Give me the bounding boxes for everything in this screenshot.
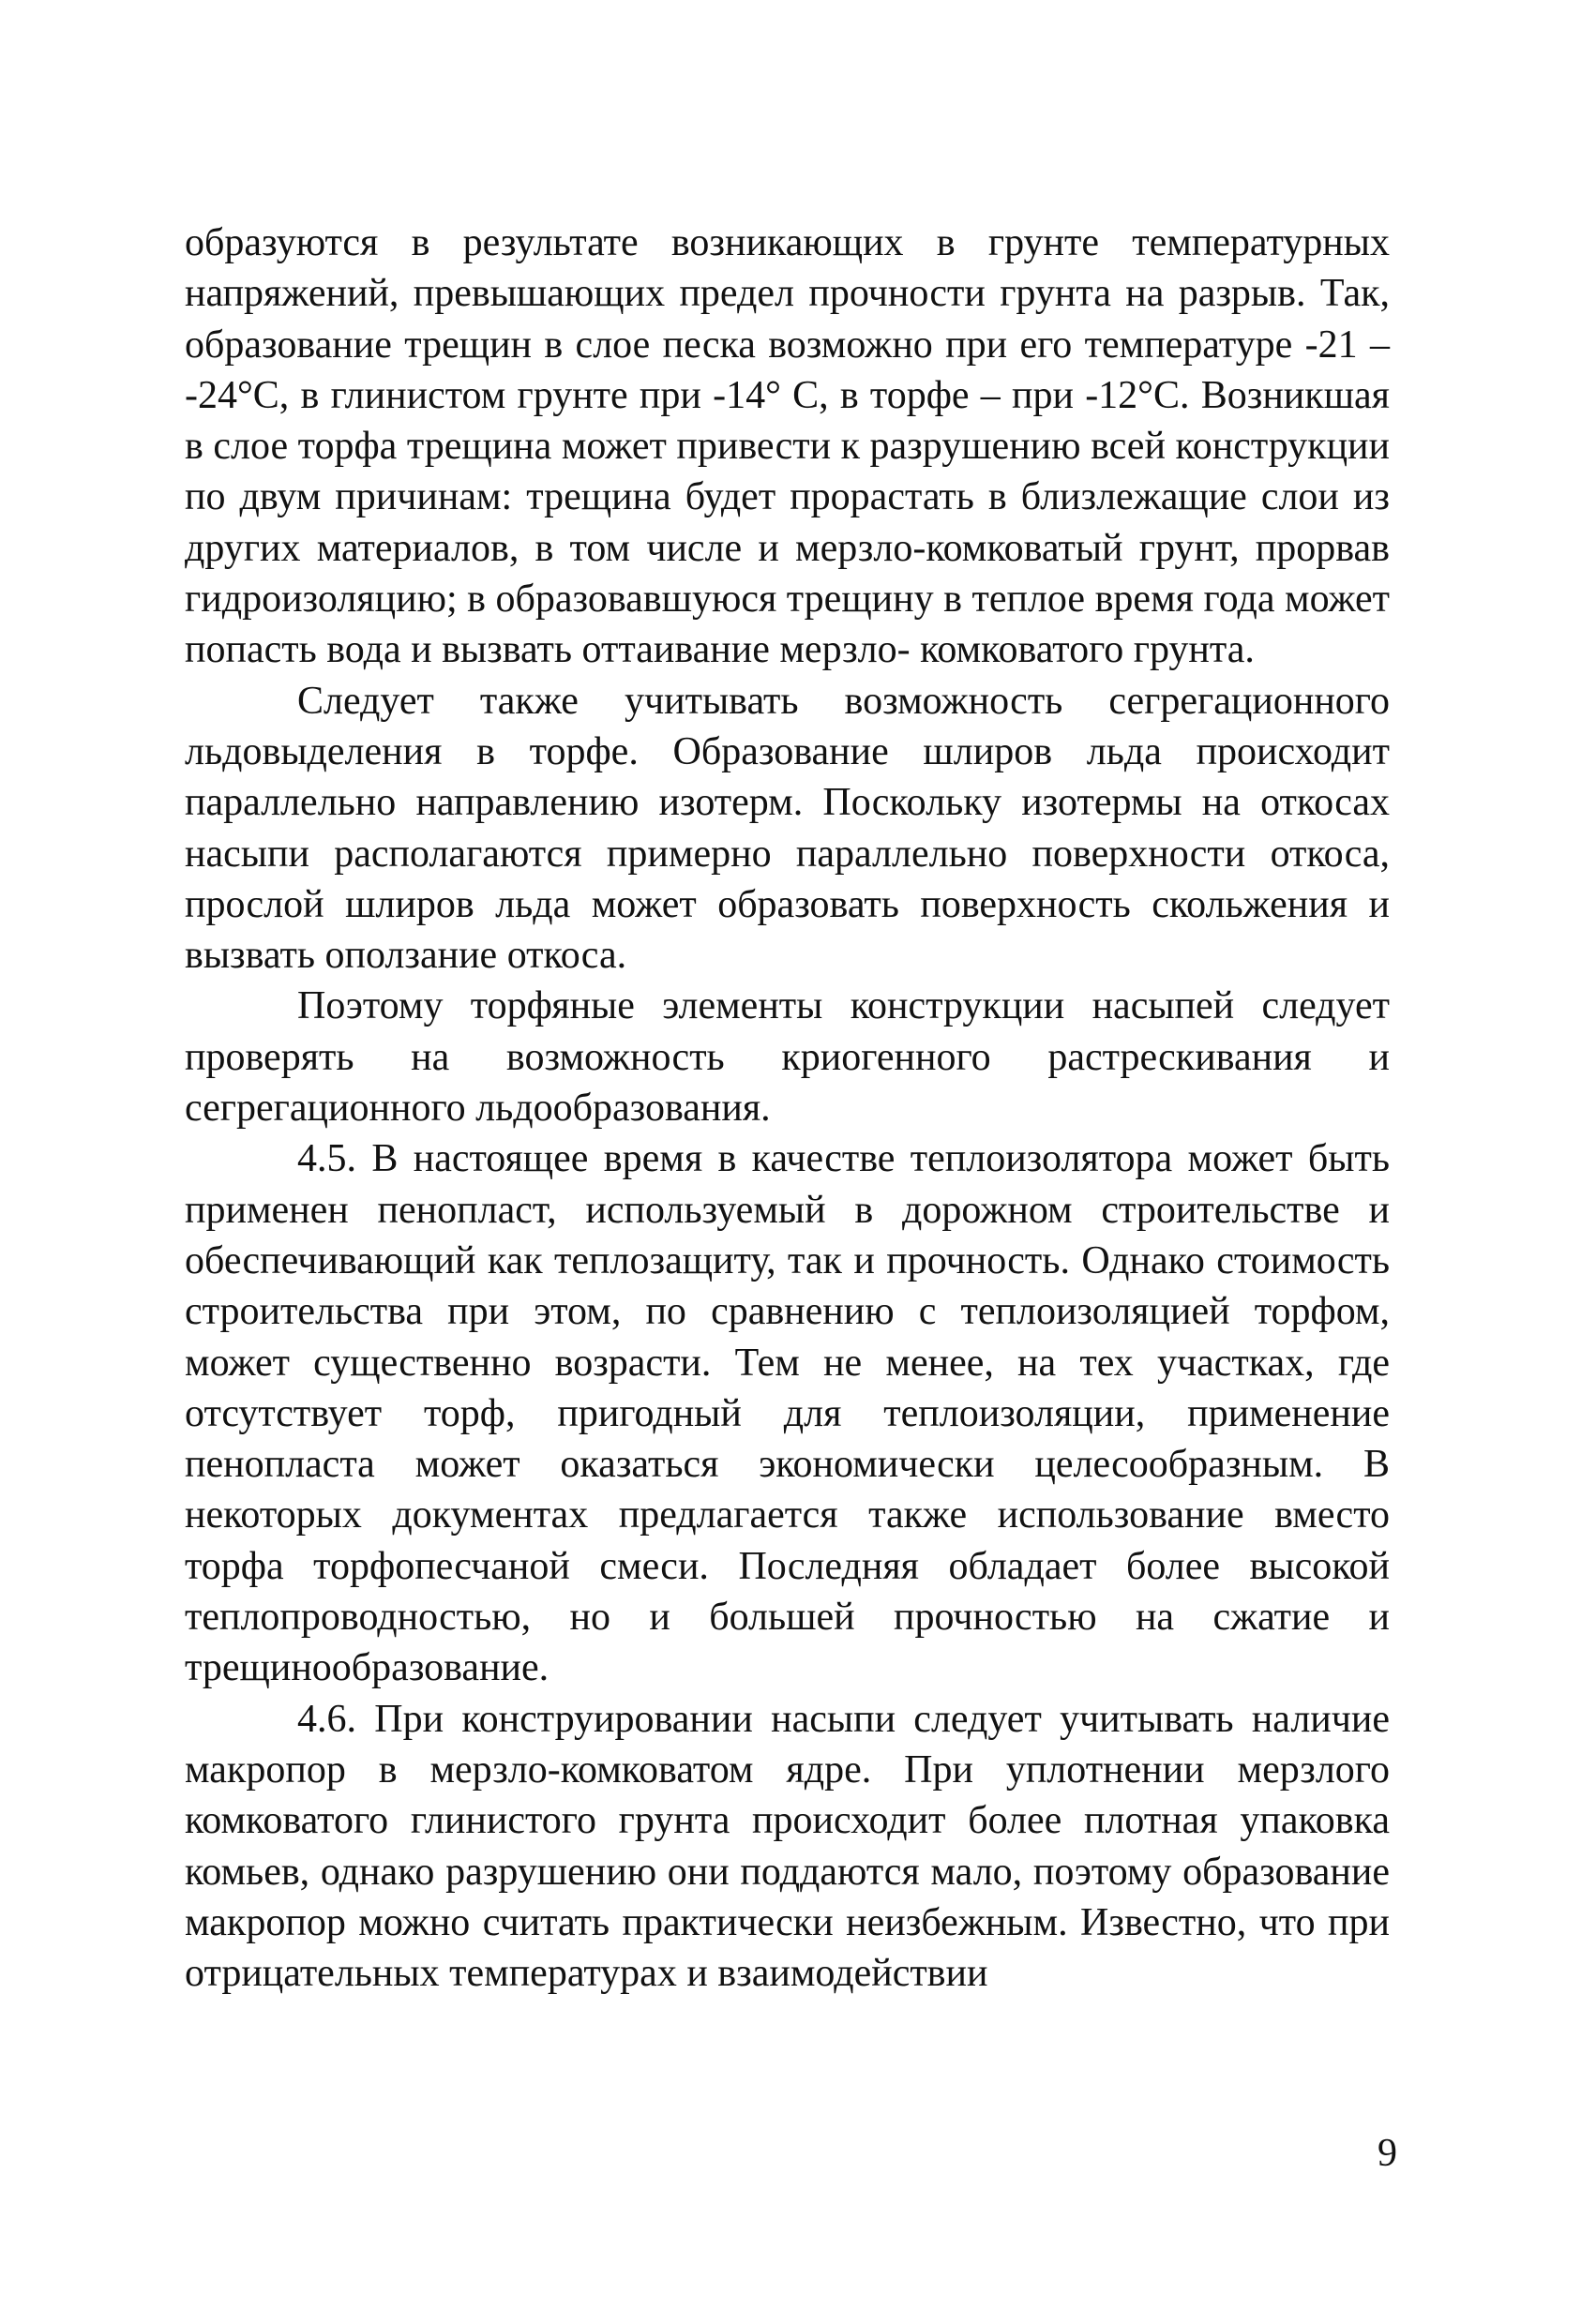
paragraph-1: образуются в результате возникающих в грунте температурных напряжений, превышающих предел прочности грунта на разрыв. Так, образование трещин в слое песка возможно при его температуре -21 – -24°С, в глинистом грунте при -14° С, в торфе – при -12°С. Возникшая в слое торфа трещина может привести к разрушению всей конструкции по двум причинам: трещина будет прорастать в близлежащие слои из других материалов, в том числе и мерзло-комковатый грунт, прорвав гидроизоляцию; в образовавшуюся трещину в теплое время года может попасть вода и вызвать оттаивание мерзло- комковатого грунта. bbox=[185, 221, 1390, 672]
paragraph-4-5: 4.5. В настоящее время в качестве теплоизолятора может быть применен пенопласт, используемый в дорожном строительстве и обеспечивающий как теплозащиту, так и прочность. Однако стоимость строительства при этом, по сравнению с теплоизоляцией торфом, может существенно возрасти. Тем не менее, на тех участках, где отсутствует торф, пригодный для теплоизоляции, применение пенопласта может оказаться экономически целесообразным. В некоторых документах предлагается также использование вместо торфа торфопесчаной смеси. Последняя обладает более высокой теплопроводностью, но и большей прочностью на сжатие и трещинообразование. bbox=[185, 1137, 1390, 1690]
page-body bbox=[185, 217, 1390, 1999]
paragraph-4-6: 4.6. При конструировании насыпи следует учитывать наличие макропор в мерзло-комковатом ядре. При уплотнении мерзлого комковатого глинистого грунта происходит более плотная упаковка комьев, однако разрушению они поддаются мало, поэтому образование макропор можно считать практически неизбежным. Известно, что при отрицательных температурах и взаимодействии bbox=[185, 1697, 1390, 1996]
paragraph-3: Поэтому торфяные элементы конструкции насыпей следует проверять на возможность криогенного растрескивания и сегрегационного льдообразования. bbox=[185, 984, 1390, 1131]
paragraph-2: Следует также учитывать возможность сегрегационного льдовыделения в торфе. Образование шлиров льда происходит параллельно направлению изотерм. Поскольку изотермы на откосах насыпи располагаются примерно параллельно поверхности откоса, прослой шлиров льда может образовать поверхность скольжения и вызвать оползание откоса. bbox=[185, 679, 1390, 978]
page-number: 9 bbox=[1378, 2132, 1397, 2175]
